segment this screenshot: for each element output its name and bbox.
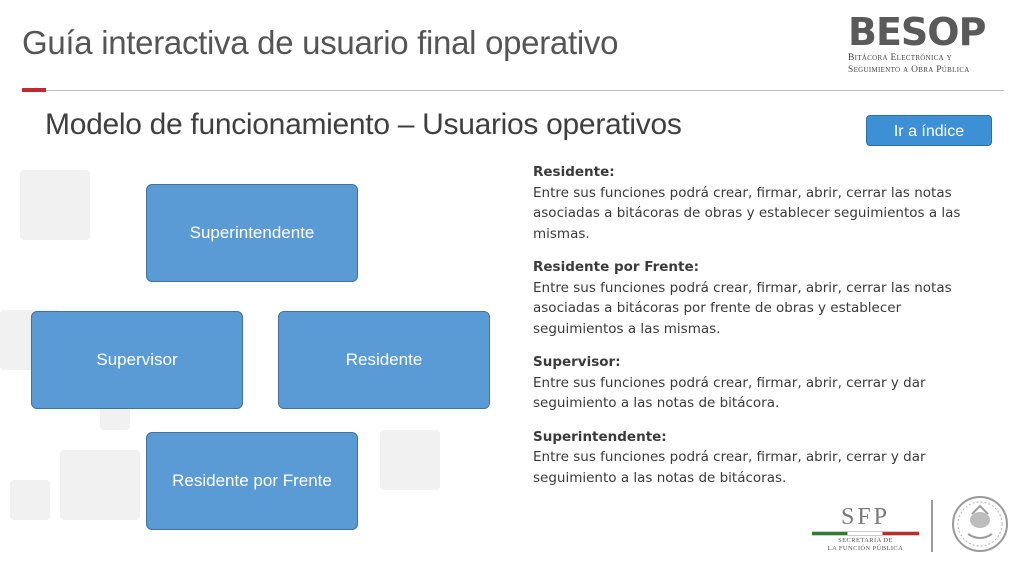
header-divider	[22, 90, 1004, 91]
logo-subtitle-line2: Seguimiento a Obra Pública	[848, 65, 970, 75]
description-title: Superintendente:	[533, 428, 667, 445]
sfp-logo	[808, 504, 923, 553]
sfp-subtitle-line1: SECRETARÍA DE	[838, 537, 893, 544]
description-residente-por-frente	[533, 257, 973, 339]
logo-subtitle-line1: Bitácora Electrónica y	[848, 53, 952, 63]
role-box-residente-por-frente	[146, 432, 358, 530]
description-superintendente	[533, 427, 973, 489]
header-title: Guía interactiva de usuario final operativo	[22, 24, 619, 61]
role-box-residente	[278, 311, 490, 409]
footer-divider	[931, 500, 933, 552]
role-box-supervisor	[31, 311, 243, 409]
sfp-name: SFP	[840, 504, 891, 530]
role-label-supervisor: Supervisor	[96, 350, 178, 369]
description-supervisor	[533, 352, 973, 414]
role-label-residente: Residente	[345, 350, 423, 369]
role-descriptions	[533, 162, 973, 501]
go-to-index-button[interactable]: Ir a índice	[866, 115, 992, 146]
description-title: Residente por Frente:	[533, 259, 700, 275]
role-label-residente-por-frente: Residente por Frente	[172, 471, 332, 490]
logo-name: BESOP	[848, 10, 986, 54]
description-text: Entre sus funciones podrá crear, firmar, abrir, cerrar las notas asociadas a bitácoras de obras y establecer seguimientos a las mismas.	[533, 184, 961, 242]
sfp-subtitle-line2: LA FUNCIÓN PÚBLICA	[827, 545, 904, 552]
besop-logo	[848, 12, 1008, 76]
description-title: Supervisor:	[533, 354, 621, 370]
description-title: Residente:	[533, 164, 615, 180]
description-text: Entre sus funciones podrá crear, firmar, abrir, cerrar y dar seguimiento a las notas de bitácora.	[533, 374, 926, 411]
role-label-superintendente: Superintendente	[189, 223, 315, 242]
section-title: Modelo de funcionamiento – Usuarios operativos	[45, 108, 682, 141]
sfp-flag-stripe	[812, 531, 919, 536]
description-text: Entre sus funciones podrá crear, firmar, abrir, cerrar y dar seguimiento a las notas de bitácoras.	[533, 449, 926, 486]
role-box-superintendente	[146, 184, 358, 282]
description-residente	[533, 162, 973, 244]
description-text: Entre sus funciones podrá crear, firmar, abrir, cerrar las notas asociadas a bitácoras por frente de obras y establecer seguimientos a las mismas.	[533, 279, 952, 337]
header-accent-mark	[22, 88, 46, 92]
national-seal-icon	[950, 494, 1010, 559]
